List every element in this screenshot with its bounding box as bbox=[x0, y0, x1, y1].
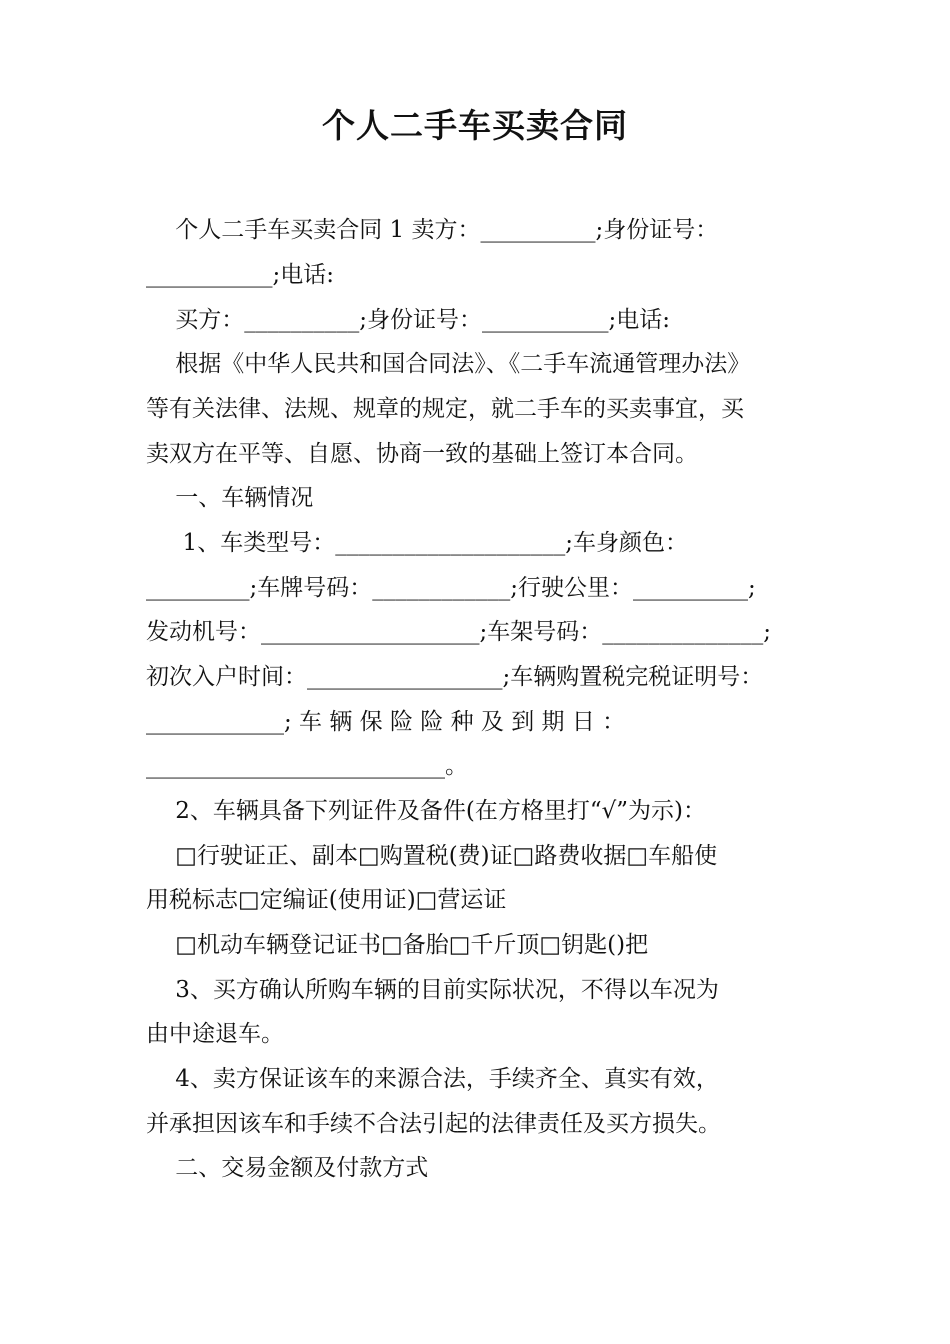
body-line: 买方：__________;身份证号：___________;电话: bbox=[146, 307, 670, 333]
body-line: 初次入户时间：_________________;车辆购置税完税证明号： bbox=[146, 664, 764, 690]
body-line: 等有关法律、法规、规章的规定，就二手车的买卖事宜，买 bbox=[146, 396, 744, 422]
body-line: 1、车类型号：____________________;车身颜色： bbox=[146, 530, 688, 556]
checklist-line: 用税标志□定编证(使用证)□营运证 bbox=[146, 887, 507, 913]
body-line: 由中途退车。 bbox=[146, 1021, 284, 1047]
section-heading: 二、交易金额及付款方式 bbox=[146, 1155, 429, 1181]
body-line: _________;车牌号码：____________;行驶公里：__________; bbox=[146, 575, 756, 601]
body-line: 根据《中华人民共和国合同法》、《二手车流通管理办法》 bbox=[146, 351, 751, 377]
body-line: 并承担因该车和手续不合法引起的法律责任及买方损失。 bbox=[146, 1111, 721, 1137]
body-line: 个人二手车买卖合同 1 卖方：__________;身份证号： bbox=[146, 217, 719, 243]
document-title: 个人二手车买卖合同 bbox=[322, 106, 628, 145]
body-line: 发动机号：___________________;车架号码：______________; bbox=[146, 619, 771, 645]
checklist-line: □机动车辆登记证书□备胎□千斤顶□钥匙()把 bbox=[146, 932, 649, 958]
checklist-line: □行驶证正、副本□购置税(费)证□路费收据□车船使 bbox=[146, 843, 718, 869]
body-line: ___________;电话: bbox=[146, 262, 334, 288]
section-heading: 一、车辆情况 bbox=[146, 485, 314, 511]
body-line: 2、车辆具备下列证件及备件(在方格里打“√”为示)： bbox=[146, 798, 706, 824]
body-line: 卖双方在平等、自愿、协商一致的基础上签订本合同。 bbox=[146, 441, 698, 467]
body-line: ____________; 车 辆 保 险 险 种 及 到 期 日 ： bbox=[146, 709, 626, 735]
body-line: __________________________。 bbox=[146, 753, 468, 779]
body-line: 4、卖方保证该车的来源合法，手续齐全、真实有效， bbox=[146, 1066, 719, 1092]
body-line: 3、买方确认所购车辆的目前实际状况，不得以车况为 bbox=[146, 977, 719, 1003]
